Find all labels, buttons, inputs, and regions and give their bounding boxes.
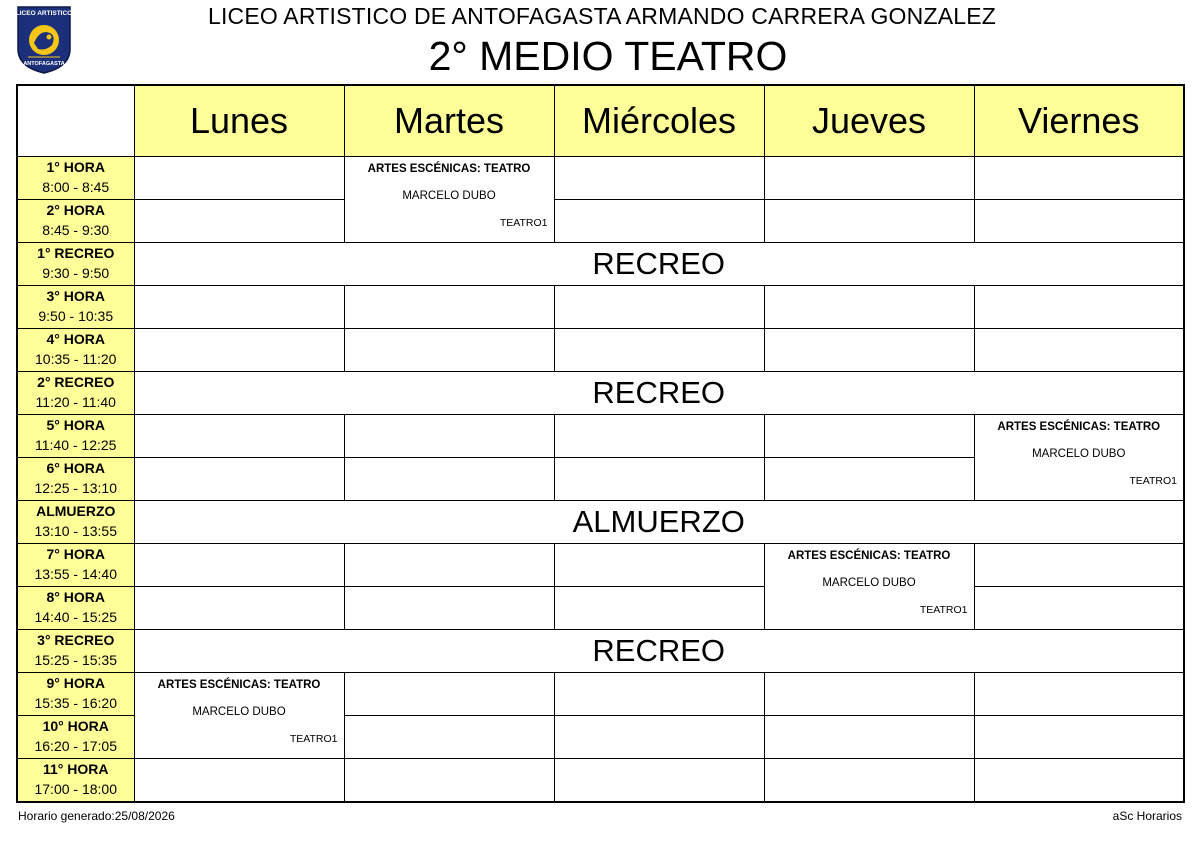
software-credit: aSc Horarios <box>1112 809 1182 823</box>
class-title: 2° MEDIO TEATRO <box>428 33 788 79</box>
empty-slot <box>974 329 1184 372</box>
empty-slot <box>134 329 344 372</box>
period-label <box>17 286 134 329</box>
empty-slot <box>344 759 554 803</box>
period-row <box>17 673 1184 716</box>
period-label <box>17 759 134 803</box>
lesson-teacher: MARCELO DUBO <box>192 706 286 718</box>
lesson-room: TEATRO1 <box>499 217 548 229</box>
period-label <box>17 243 134 286</box>
empty-slot <box>554 587 764 630</box>
period-time: 11:20 - 11:40 <box>35 394 116 410</box>
period-row <box>17 329 1184 372</box>
period-name: 3° RECREO <box>37 632 115 648</box>
period-name: 2° HORA <box>46 202 105 218</box>
lesson-teacher: MARCELO DUBO <box>402 190 496 202</box>
day-header-row <box>17 85 1184 157</box>
day-header-jueves: Jueves <box>764 85 974 157</box>
empty-slot <box>554 157 764 200</box>
period-time: 14:40 - 15:25 <box>34 609 117 625</box>
empty-slot <box>554 329 764 372</box>
empty-slot <box>134 286 344 329</box>
period-name: 10° HORA <box>42 718 109 734</box>
break-cell: RECREO <box>134 372 1184 415</box>
empty-slot <box>764 200 974 243</box>
svg-text:LICEO ARTISTICO: LICEO ARTISTICO <box>16 10 72 17</box>
empty-slot <box>554 759 764 803</box>
empty-slot <box>974 544 1184 587</box>
empty-slot <box>344 544 554 587</box>
empty-slot <box>344 329 554 372</box>
empty-slot <box>134 587 344 630</box>
lesson-cell[interactable] <box>764 544 974 630</box>
period-label <box>17 458 134 501</box>
empty-slot <box>554 286 764 329</box>
period-time: 17:00 - 18:00 <box>34 781 117 797</box>
empty-slot <box>764 415 974 458</box>
empty-slot <box>134 415 344 458</box>
period-row <box>17 415 1184 458</box>
period-label <box>17 415 134 458</box>
empty-slot <box>134 200 344 243</box>
day-header-miercoles: Miércoles <box>554 85 764 157</box>
empty-slot <box>344 415 554 458</box>
period-label <box>17 673 134 716</box>
corner-cell <box>17 85 134 157</box>
svg-text:ANTOFAGASTA: ANTOFAGASTA <box>23 61 65 67</box>
period-row <box>17 200 1184 243</box>
empty-slot <box>764 759 974 803</box>
empty-slot <box>134 759 344 803</box>
break-row <box>17 243 1184 286</box>
period-row <box>17 544 1184 587</box>
lesson-subject: ARTES ESCÉNICAS: TEATRO <box>367 163 531 175</box>
empty-slot <box>344 716 554 759</box>
empty-slot <box>344 458 554 501</box>
period-name: ALMUERZO <box>36 503 116 519</box>
break-row <box>17 630 1184 673</box>
period-time: 8:00 - 8:45 <box>42 179 110 195</box>
empty-slot <box>344 587 554 630</box>
empty-slot <box>974 587 1184 630</box>
empty-slot <box>344 286 554 329</box>
period-time: 11:40 - 12:25 <box>35 437 117 453</box>
empty-slot <box>974 716 1184 759</box>
lesson-subject: ARTES ESCÉNICAS: TEATRO <box>997 421 1161 433</box>
period-name: 1° RECREO <box>37 245 115 261</box>
period-row <box>17 286 1184 329</box>
period-label <box>17 587 134 630</box>
empty-slot <box>344 673 554 716</box>
school-name: LICEO ARTISTICO DE ANTOFAGASTA ARMANDO CARRERA GONZALEZ <box>207 3 997 29</box>
lesson-room: TEATRO1 <box>1129 475 1177 487</box>
period-time: 16:20 - 17:05 <box>34 738 117 754</box>
lesson-room: TEATRO1 <box>919 604 968 616</box>
period-name: 3° HORA <box>46 288 105 304</box>
period-label <box>17 716 134 759</box>
period-name: 4° HORA <box>46 331 105 347</box>
break-row <box>17 372 1184 415</box>
empty-slot <box>974 673 1184 716</box>
period-label <box>17 157 134 200</box>
day-header-viernes: Viernes <box>974 85 1184 157</box>
break-row <box>17 501 1184 544</box>
period-name: 2° RECREO <box>37 374 115 390</box>
period-time: 15:25 - 15:35 <box>34 652 117 668</box>
lesson-subject: ARTES ESCÉNICAS: TEATRO <box>787 550 951 562</box>
lesson-room: TEATRO1 <box>289 733 338 745</box>
empty-slot <box>764 673 974 716</box>
empty-slot <box>764 157 974 200</box>
lesson-teacher: MARCELO DUBO <box>1032 448 1126 460</box>
lesson-teacher: MARCELO DUBO <box>822 577 916 589</box>
lesson-cell[interactable] <box>344 157 554 243</box>
period-time: 13:55 - 14:40 <box>34 566 117 582</box>
lesson-subject: ARTES ESCÉNICAS: TEATRO <box>157 679 321 691</box>
period-time: 13:10 - 13:55 <box>34 523 117 539</box>
period-name: 1° HORA <box>46 159 105 175</box>
empty-slot <box>974 286 1184 329</box>
break-cell: RECREO <box>134 630 1184 673</box>
period-row <box>17 759 1184 803</box>
period-label <box>17 544 134 587</box>
day-header-lunes: Lunes <box>134 85 344 157</box>
lunch-cell: ALMUERZO <box>134 501 1184 544</box>
period-name: 7° HORA <box>46 546 105 562</box>
period-time: 9:50 - 10:35 <box>38 308 114 324</box>
empty-slot <box>134 157 344 200</box>
empty-slot <box>974 200 1184 243</box>
period-name: 8° HORA <box>46 589 105 605</box>
empty-slot <box>554 544 764 587</box>
period-label <box>17 372 134 415</box>
period-name: 5° HORA <box>46 417 105 433</box>
empty-slot <box>974 157 1184 200</box>
empty-slot <box>134 458 344 501</box>
period-label <box>17 630 134 673</box>
empty-slot <box>554 200 764 243</box>
day-header-martes: Martes <box>344 85 554 157</box>
period-label <box>17 501 134 544</box>
empty-slot <box>764 286 974 329</box>
period-name: 9° HORA <box>46 675 105 691</box>
period-name: 11° HORA <box>42 761 109 777</box>
generated-date: Horario generado:25/08/2026 <box>18 809 175 823</box>
empty-slot <box>554 415 764 458</box>
empty-slot <box>764 329 974 372</box>
empty-slot <box>554 673 764 716</box>
period-time: 15:35 - 16:20 <box>34 695 117 711</box>
period-label <box>17 329 134 372</box>
period-time: 8:45 - 9:30 <box>42 222 110 238</box>
empty-slot <box>764 458 974 501</box>
empty-slot <box>764 716 974 759</box>
break-cell: RECREO <box>134 243 1184 286</box>
period-time: 9:30 - 9:50 <box>42 265 110 281</box>
period-time: 10:35 - 11:20 <box>35 351 117 367</box>
empty-slot <box>554 716 764 759</box>
lesson-cell[interactable] <box>134 673 344 759</box>
empty-slot <box>974 759 1184 803</box>
lesson-cell[interactable] <box>974 415 1184 501</box>
period-name: 6° HORA <box>46 460 105 476</box>
period-row <box>17 587 1184 630</box>
period-row <box>17 157 1184 200</box>
timetable <box>16 84 1185 803</box>
period-label <box>17 200 134 243</box>
period-time: 12:25 - 13:10 <box>34 480 117 496</box>
empty-slot <box>134 544 344 587</box>
empty-slot <box>554 458 764 501</box>
